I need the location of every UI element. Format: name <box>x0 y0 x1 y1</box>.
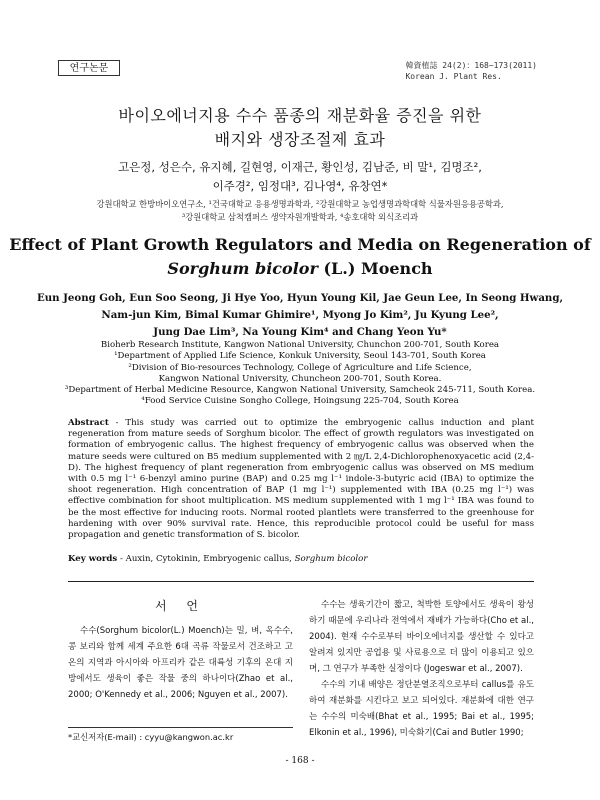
english-title-line2 <box>0 257 600 281</box>
species-authority: (L.) Moench <box>317 259 433 278</box>
intro-column-right <box>309 597 534 741</box>
journal-name: Korean J. Plant Res. <box>405 72 502 81</box>
section-tag: 연구논문 <box>58 60 120 76</box>
korean-authors <box>0 158 600 196</box>
english-title-line1: Effect of Plant Growth Regulators and Media on Regeneration of <box>9 235 591 254</box>
journal-citation: 韓資植誌 24(2)：168~173(2011) <box>405 61 537 70</box>
intro-paragraph: 수수는 생육기간이 짧고, 척박한 토양에서도 생육이 왕성하기 때문에 우리나라 전역에서 재배가 가능하다(Cho et al., 2004). 현재 수수로부터 바이오에너지를 생산할 수 있다고 알려져 있지만 공업용 및 사료용으로 더 많이 이용되고 있으며, 그 연구가 부족한 실정이다 (Jogeswar et al., 2007). <box>309 600 534 674</box>
species-name: Sorghum bicolor <box>167 259 318 278</box>
korean-aff-line2: ³강원대학교 삼척캠퍼스 생약자원개발학과, ⁴송호대학 외식조리과 <box>181 212 419 222</box>
footnote-divider <box>68 727 293 728</box>
korean-authors-line2: 이주경², 임정대³, 김나영⁴, 유창연* <box>212 179 388 193</box>
korean-affiliations <box>0 198 600 224</box>
english-authors-line3: Jung Dae Lim³, Na Young Kim⁴ and Chang Yeon Yu* <box>153 326 447 338</box>
english-aff-line: ⁴Food Service Cuisine Songho College, Hoingsung 225-704, South Korea <box>141 396 459 407</box>
abstract-label: Abstract <box>68 418 109 428</box>
english-authors-line2: Nam-jun Kim, Bimal Kumar Ghimire¹, Myong Jo Kim², Ju Kyung Lee², <box>101 309 499 321</box>
intro-heading: 서 언 <box>155 599 206 613</box>
korean-aff-line1: 강원대학교 한방바이오연구소, ¹건국대학교 응용생명과학과, ²강원대학교 농업생명과학대학 식물자원응용공학과, <box>96 199 504 209</box>
keywords <box>68 554 534 565</box>
english-authors <box>0 290 600 341</box>
keywords-species: Sorghum bicolor <box>294 554 368 564</box>
page-number: - 168 - <box>285 756 315 766</box>
keywords-text: - Auxin, Cytokinin, Embryogenic callus, <box>117 554 295 564</box>
english-aff-line: Kangwon National University, Chuncheon 200-701, South Korea. <box>158 373 442 384</box>
intro-column-left <box>68 597 293 703</box>
corresponding-author-footnote: *교신저자(E-mail) : cyyu@kangwon.ac.kr <box>68 732 234 742</box>
korean-title-line1: 바이오에너지용 수수 품종의 재분화율 증진을 위한 <box>118 106 482 125</box>
korean-title <box>0 104 600 152</box>
journal-info <box>405 60 537 82</box>
english-aff-line: ²Division of Bio-resources Technology, College of Agriculture and Life Science, <box>128 362 472 373</box>
english-aff-line: Bioherb Research Institute, Kangwon National University, Chunchon 200-701, South Korea <box>100 340 500 350</box>
intro-paragraph: 수수의 기내 배양은 정단분열조직으로부터 callus를 유도하여 재분화를 시킨다고 보고 되어있다. 재분화에 대한 연구는 수수의 미숙배(Bhat et al., 1995; Bai et al., 1995; Elkonin et al., 1996), 미숙화기(Cai and Butler 1990; <box>309 680 534 738</box>
english-title <box>0 233 600 281</box>
english-aff-line: ³Department of Herbal Medicine Resource, Kangwon National University, Samcheok 245-711, South Korea. <box>64 385 536 396</box>
section-divider <box>68 581 534 582</box>
english-authors-line1: Eun Jeong Goh, Eun Soo Seong, Ji Hye Yoo, Hyun Young Kil, Jae Geun Lee, In Seong Hwang, <box>36 292 564 304</box>
abstract <box>68 418 534 541</box>
korean-title-line2: 배지와 생장조절제 효과 <box>214 130 386 149</box>
english-affiliations <box>0 340 600 408</box>
english-aff-line: ¹Department of Applied Life Science, Konkuk University, Seoul 143-701, South Korea <box>114 351 486 362</box>
abstract-text: - This study was carried out to optimize the embryogenic callus induction and plant regeneration from mature seeds of Sorghum bicolor. The effect of growth regulators was investigated on formation of embryogenic callus. The highest frequency of embryogenic callus was observed when the mature seeds were cultured on B5 medium supplemented with 2 ㎎/L 2,4-Dichlorophenoxyacetic acid (2,4-D). The highest frequency of plant regeneration from embryogenic callus was observed on MS medium with 0.5 mg l⁻¹ 6-benzyl amino purine (BAP) and 0.25 mg l⁻¹ indole-3-butyric acid (IBA) to optimize the shoot regeneration. High concentration of BAP (1 mg l⁻¹) supplemented with IBA (0.25 mg l⁻¹) was effective combination for shoot multiplication. MS medium supplemented with 1 mg l⁻¹ IBA was found to be the most effective for inducing roots. Normal rooted plantlets were transferred to the greenhouse for hardening with over 90% survival rate. Hence, this reproducible protocol could be useful for mass propagation and genetic transformation of S. bicolor. <box>68 418 534 541</box>
keywords-label: Key words <box>68 554 118 564</box>
korean-authors-line1: 고은정, 성은수, 유지혜, 길현영, 이재근, 황인성, 김남준, 비 말¹, 김명조², <box>118 160 482 174</box>
intro-paragraph: 수수(Sorghum bicolor(L.) Moench)는 밀, 벼, 옥수수, 콩 보리와 함께 세계 주요한 6대 곡류 작물로서 건조하고 고온의 지역과 아시아와 아프리카 같은 대륙성 기후의 온대 지방에서도 생육이 좋은 작물 중의 하나이다(Zhao et al., 2000; O'Kennedy et al., 2006; Nguyen et al., 2007). <box>68 626 293 700</box>
